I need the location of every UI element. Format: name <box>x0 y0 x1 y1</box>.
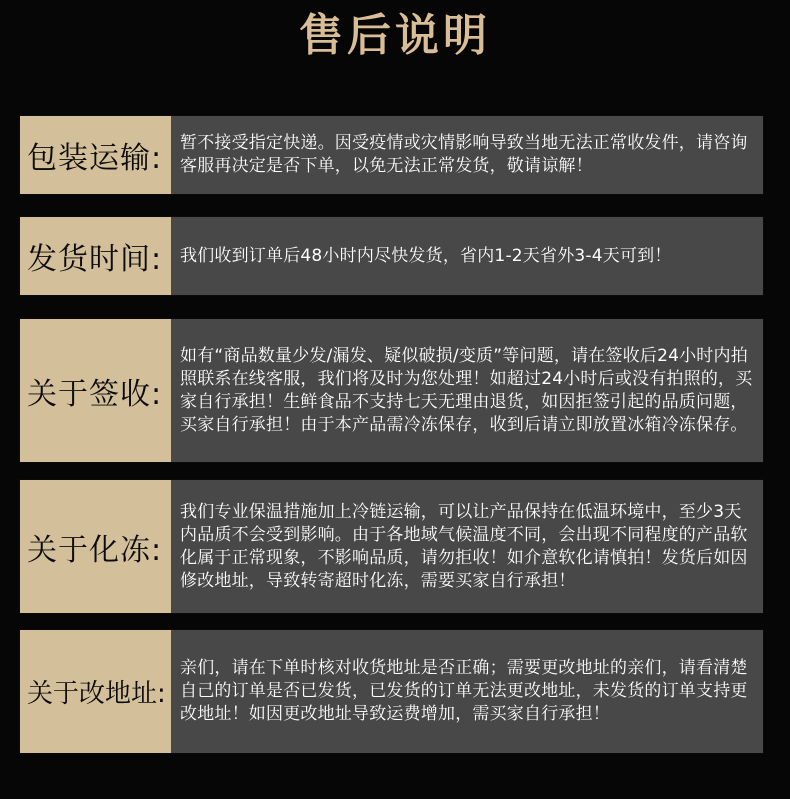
packaging-shipping-text: 暂不接受指定快递。因受疫情或灾情影响导致当地无法正常收发件，请咨询客服再决定是否下单，以免无法正常发货，敬请谅解！ <box>180 133 748 176</box>
row-content-packaging-shipping <box>171 116 763 194</box>
row-content-address-change <box>171 630 763 753</box>
row-label-receipt: 关于签收: <box>20 319 171 462</box>
after-sales-row-receipt <box>20 319 763 462</box>
row-content-receipt <box>171 319 763 462</box>
row-label-address-change: 关于改地址: <box>20 630 171 753</box>
row-label-shipping-time: 发货时间: <box>20 217 171 295</box>
shipping-time-text: 我们收到订单后48小时内尽快发货，省内1-2天省外3-4天可到！ <box>180 245 672 266</box>
after-sales-row-address-change <box>20 630 763 753</box>
after-sales-row-thawing <box>20 480 763 613</box>
page-title: 售后说明 <box>299 10 491 61</box>
row-label-packaging-shipping: 包装运输: <box>20 116 171 194</box>
address-change-text: 亲们，请在下单时核对收货地址是否正确；需要更改地址的亲们，请看清楚自己的订单是否已发货，已发货的订单无法更改地址，未发货的订单支持更改地址！如因更改地址导致运费增加，需买家自行承担！ <box>180 658 748 724</box>
receipt-text: 如有“商品数量少发/漏发、疑似破损/变质”等问题，请在签收后24小时内拍照联系在线客服，我们将及时为您处理！如超过24小时后或没有拍照的，买家自行承担！生鲜食品不支持七天无理由退货，如因拒签引起的品质问题，买家自行承担！由于本产品需冷冻保存，收到后请立即放置冰箱冷冻保存。 <box>180 345 753 435</box>
after-sales-row-shipping-time <box>20 217 763 295</box>
row-label-thawing: 关于化冻: <box>20 480 171 613</box>
row-content-shipping-time <box>171 217 763 295</box>
row-content-thawing <box>171 480 763 613</box>
after-sales-row-packaging-shipping <box>20 116 763 194</box>
thawing-text: 我们专业保温措施加上冷链运输，可以让产品保持在低温环境中，至少3天内品质不会受到影响。由于各地域气候温度不同，会出现不同程度的产品软化属于正常现象，不影响品质，请勿拒收！如介意软化请慎拍！发货后如因修改地址，导致转寄超时化冻，需要买家自行承担！ <box>180 501 748 591</box>
